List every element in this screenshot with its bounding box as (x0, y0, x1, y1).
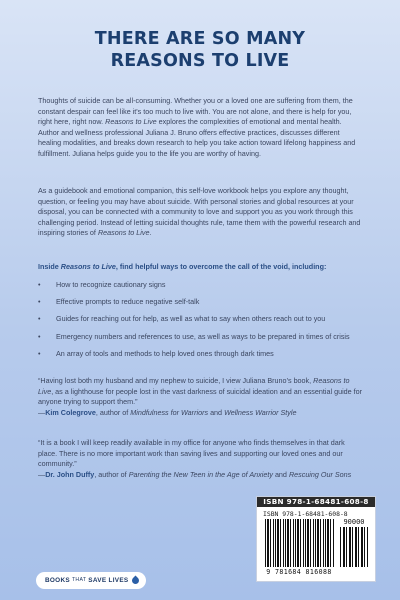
inside-book-title: Reasons to Live (60, 262, 116, 271)
logo-text (45, 577, 128, 584)
endorsement-1 (38, 376, 364, 418)
quote-1-work-2: Wellness Warrior Style (224, 407, 297, 417)
list-item: • Emergency numbers and references to use, as well as ways to be prepared in times of crisis (38, 332, 368, 342)
intro-paragraph (38, 96, 364, 160)
cover-title (0, 28, 400, 72)
quote-2-and: and (274, 469, 287, 479)
publisher-logo (36, 572, 146, 589)
quote-1-dash: — (38, 407, 46, 417)
intro-text-b: explores the complexities of emotional and mental health. Author and wellness professional Juliana J. Bruno offers effective practices, discusses different healing modalities, and breaks down research to help you take action toward lifelong happiness and fulfillment. Juliana helps guide you to the life you are worthy of having. (38, 117, 356, 158)
workbook-end: . (149, 228, 152, 238)
quote-1-text-b: , as a lighthouse for people lost in the vast darkness of suicidal ideation and an essential guide for anyone trying to support them.” (38, 386, 363, 407)
inside-prefix: Inside (38, 262, 59, 271)
barcode-addon-number: 90000 (343, 518, 365, 526)
workbook-book-title: Reasons to Live (97, 228, 150, 238)
quote-2-work-1: Parenting the New Teen in the Age of Anxiety (128, 469, 273, 479)
list-item: • Effective prompts to reduce negative self-talk (38, 297, 368, 307)
list-item: • How to recognize cautionary signs (38, 280, 368, 290)
isbn-label: ISBN 978-1-68481-608-8 (257, 497, 375, 507)
inside-suffix: , find helpful ways to overcome the call of the void, including: (115, 262, 327, 271)
endorsement-2 (38, 438, 364, 480)
barcode-bars (265, 519, 335, 567)
quote-2-text: “It is a book I will keep readily available in my office for anyone who finds themselves in that dark place. There is no more important work than saving lives and supporting our loved ones and our community.” (38, 438, 345, 469)
title-line-2: REASONS TO LIVE (110, 51, 290, 71)
workbook-text: As a guidebook and emotional companion, this self-love workbook helps you explore any thought, question, or feeling you may have about suicide. With personal stories and global resources at your disposal, you can be connected with a community to love and support you as you work through this challenging period. Instead of letting suicidal thoughts rule, tame them with the powerful research and inspiring stories of (38, 186, 361, 238)
logo-word-that: THAT (71, 577, 87, 583)
inside-heading (38, 262, 364, 273)
workbook-paragraph (38, 186, 364, 239)
title-line-1: THERE ARE SO MANY (94, 29, 306, 49)
logo-word-books: BOOKS (45, 577, 70, 584)
intro-text-a: Thoughts of suicide can be all-consuming. Whether you or a loved one are suffering from them, the constant despair can feel like it's too much to live with. You are not alone, and there is help for you, right here, right now. (38, 96, 353, 127)
quote-1-and: and (210, 407, 223, 417)
quote-1-book: Reasons to Live (38, 376, 350, 396)
feature-list (38, 280, 368, 366)
barcode-addon-bars (340, 527, 368, 567)
quote-1-work-1: Mindfulness for Warriors (130, 407, 209, 417)
quote-2-dash: — (38, 469, 46, 479)
list-item: • An array of tools and methods to help loved ones through dark times (38, 349, 368, 359)
quote-2-author: Dr. John Duffy (45, 469, 95, 479)
drop-icon (131, 576, 141, 586)
quote-1-role: , author of (95, 407, 129, 417)
intro-book-title: Reasons to Live (105, 117, 157, 127)
barcode-digits: 9 781684 816088 (266, 568, 332, 576)
isbn-ocr-text: ISBN 978-1-68481-608-8 (263, 510, 348, 518)
quote-1-text-a: “Having lost both my husband and my nephew to suicide, I view Juliana Bruno’s book, (38, 376, 312, 385)
isbn-barcode (256, 496, 376, 582)
quote-1-author: Kim Colegrove (45, 407, 96, 417)
quote-2-role: , author of (94, 469, 127, 479)
quote-2-work-2: Rescuing Our Sons (288, 469, 352, 479)
logo-word-save-lives: SAVE LIVES (88, 577, 129, 584)
list-item: • Guides for reaching out for help, as well as what to say when others reach out to you (38, 314, 368, 324)
